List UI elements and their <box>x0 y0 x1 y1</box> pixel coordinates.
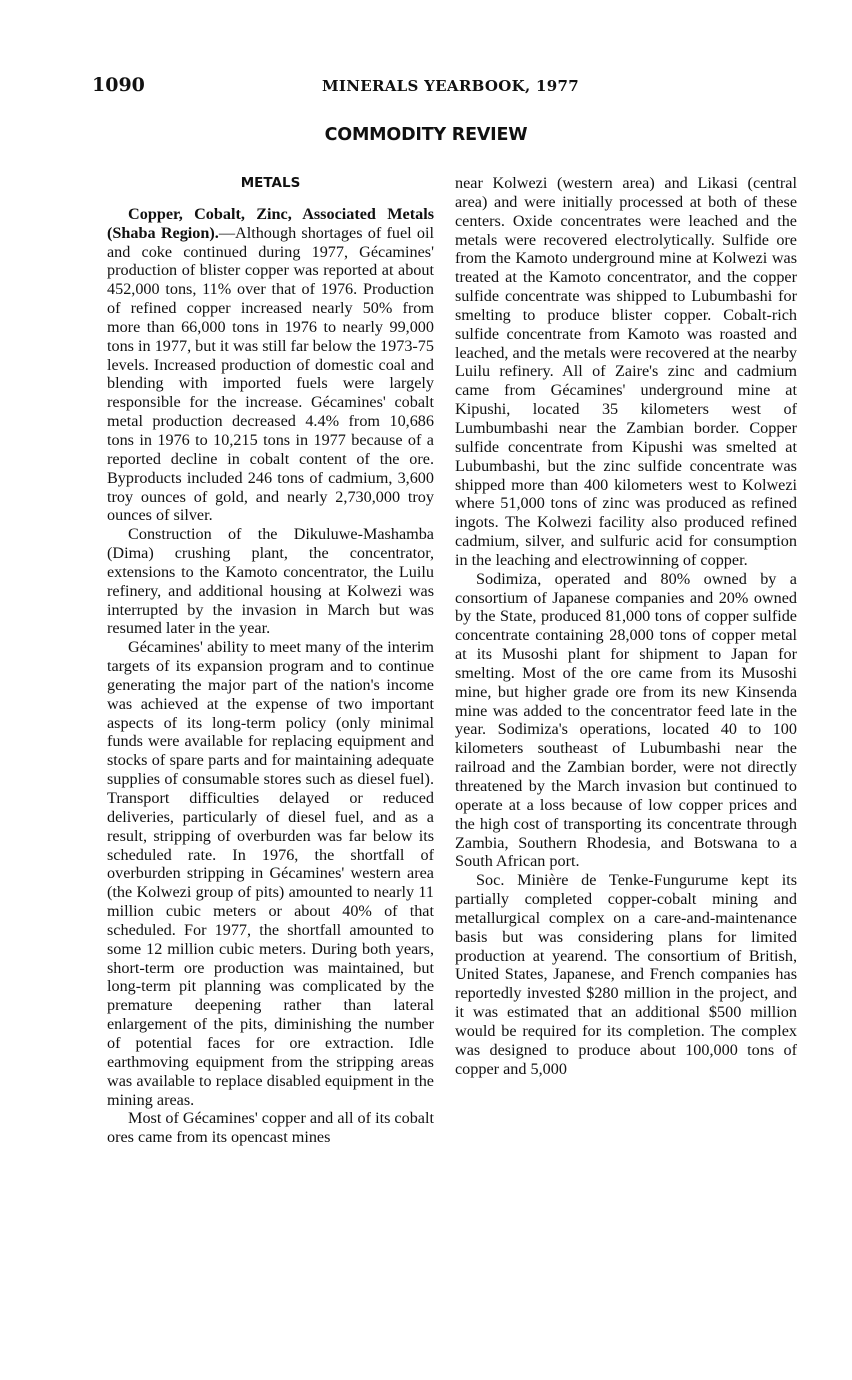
copper-cobalt-paragraph <box>107 205 434 525</box>
book-title: MINERALS YEARBOOK, 1977 <box>322 77 579 95</box>
paragraph-lead-heading: Copper, Cobalt, Zinc, Associated Metals (Shaba Region). <box>107 204 434 242</box>
running-head <box>92 74 798 100</box>
left-column <box>107 174 434 1147</box>
expansion-program-paragraph: Gécamines' ability to meet many of the interim targets of its expansion program and to continue generating the major part of the nation's income was achieved at the expense of two important aspects of its long-term policy (only minimal funds were available for replacing equipment and stocks of spare parts and for maintaining adequate supplies of consumable stores such as diesel fuel). Transport difficulties delayed or reduced deliveries, particularly of diesel fuel, and as a result, stripping of overburden was far below its scheduled rate. In 1976, the shortfall of overburden stripping in Gécamines' western area (the Kolwezi group of pits) amounted to nearly 11 million cubic meters or about 40% of that scheduled. For 1977, the shortfall amounted to some 12 million cubic meters. During both years, short-term ore production was maintained, but long-term pit planning was complicated by the premature deepening rather than lateral enlargement of the pits, diminishing the number of potential faces for ore extraction. Idle earthmoving equipment from the stripping areas was available to replace disabled equipment in the mining areas. <box>107 638 434 1109</box>
opencast-mines-paragraph: Most of Gécamines' copper and all of its cobalt ores came from its opencast mines <box>107 1109 434 1147</box>
tenke-fungurume-paragraph: Soc. Minière de Tenke-Fungurume kept its partially completed copper-cobalt mining and metallurgical complex on a care-and-maintenance basis but was considering plans for limited production at yearend. The consortium of British, United States, Japanese, and French companies has reportedly invested $280 million in the project, and it was estimated that an additional $500 million would be required for its completion. The complex was designed to produce about 100,000 tons of copper and 5,000 <box>455 871 797 1078</box>
sodimiza-paragraph: Sodimiza, operated and 80% owned by a consortium of Japanese companies and 20% owned by the State, produced 81,000 tons of copper sulfide concentrate containing 28,000 tons of copper metal at its Musoshi plant for shipment to Japan for smelting. Most of the ore came from its Musoshi mine, but higher grade ore from its new Kinsenda mine was added to the concentrator feed late in the year. Sodimiza's operations, located 40 to 100 kilometers southeast of Lubumbashi near the railroad and the Zambian border, were not directly threatened by the March invasion but continued to operate at a loss because of low copper prices and the high cost of transporting its concentrate through Zambia, Southern Rhodesia, and Botswana to a South African port. <box>455 569 797 871</box>
processing-paragraph: near Kolwezi (western area) and Likasi (central area) and were initially processed at both of these centers. Oxide concentrates were leached and the metals were recovered electrolytically. Sulfide ore from the Kamoto underground mine at Kolwezi was treated at the Kamoto concentrator, and the copper sulfide concentrate was shipped to Lubumbashi for smelting to produce blister copper. Cobalt-rich sulfide concentrate from Kamoto was roasted and leached, and the metals were recovered at the nearby Luilu refinery. All of Zaire's zinc and cadmium came from Gécamines' underground mine at Kipushi, located 35 kilometers west of Lumbumbashi near the Zambian border. Copper sulfide concentrate from Kipushi was smelted at Lubumbashi, but the zinc sulfide concentrate was shipped more than 400 kilometers west to Kolwezi where 51,000 tons of zinc was produced as refined ingots. The Kolwezi facility also produced refined cadmium, silver, and sulfuric acid for consumption in the leaching and electrowinning of copper. <box>455 174 798 569</box>
section-title: COMMODITY REVIEW <box>324 125 528 145</box>
paragraph-body: —Although shortages of fuel oil and coke continued during 1977, Gécamines' production of blister copper was reported at about 452,000 tons, 11% over that of 1976. Production of refined copper increased nearly 50% from more than 66,000 tons in 1976 to nearly 99,000 tons in 1977, but it was still far below the 1973-75 levels. Increased production of domestic coal and blending with imported fuels were largely responsible for the increase. Gécamines' cobalt metal production decreased 4.4% from 10,686 tons in 1976 to 10,215 tons in 1977 because of a reported decline in cobalt content of the ore. Byproducts included 246 tons of cadmium, 3,600 troy ounces of gold, and nearly 2,730,000 troy ounces of silver. <box>107 223 434 525</box>
construction-paragraph: Construction of the Dikuluwe-Mashamba (Dima) crushing plant, the concentrator, extensions to the Kamoto concentrator, the Luilu refinery, and additional housing at Kolwezi was interrupted by the invasion in March but was resumed later in the year. <box>107 525 434 638</box>
page-number: 1090 <box>92 74 145 96</box>
right-column <box>455 174 797 1079</box>
metals-subheading: METALS <box>240 175 301 191</box>
